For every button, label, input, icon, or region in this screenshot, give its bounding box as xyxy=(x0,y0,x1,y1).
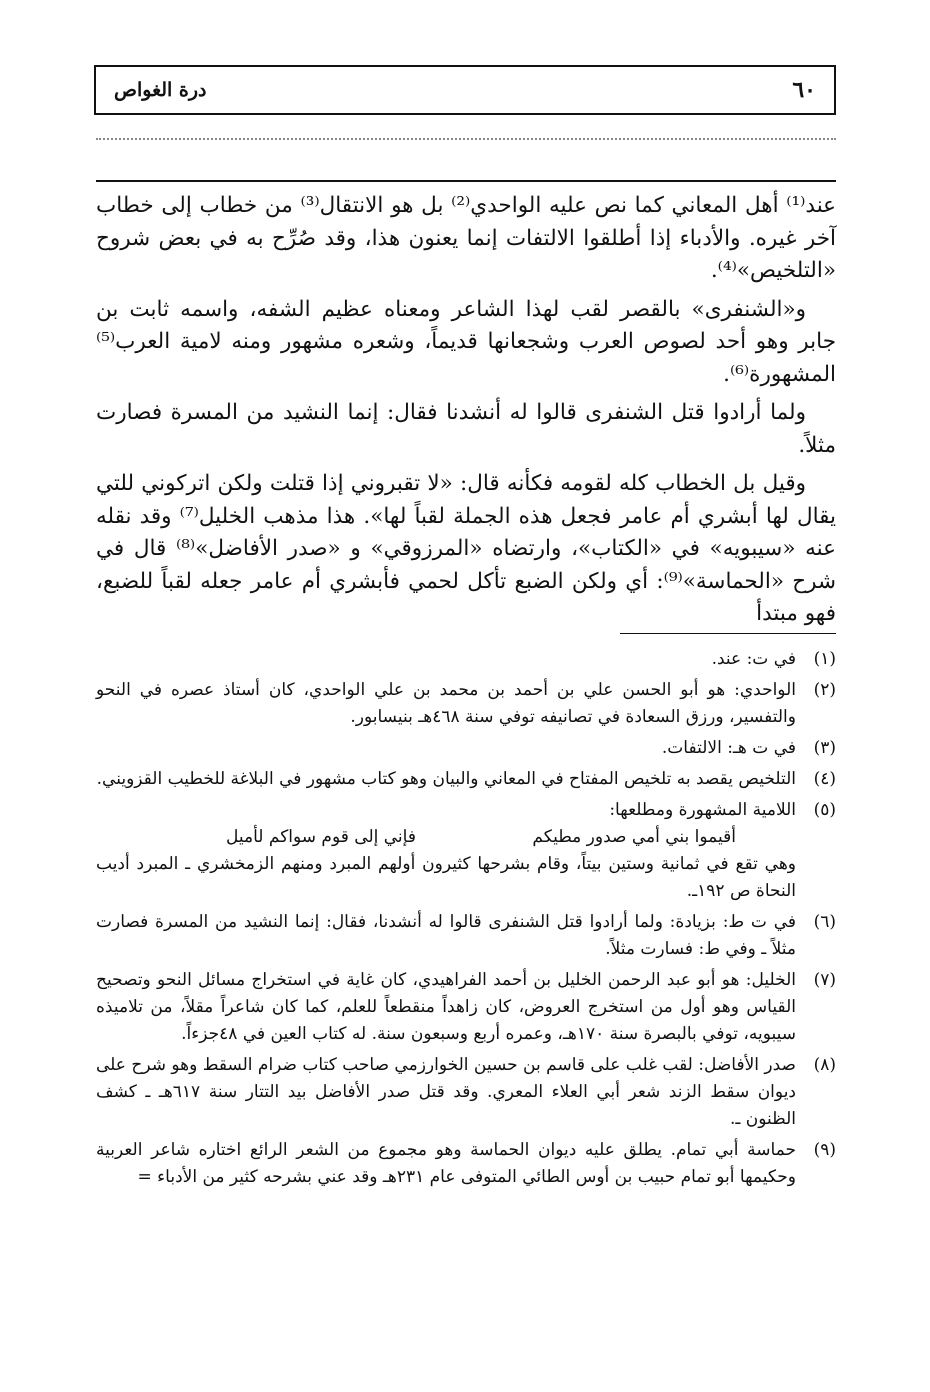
footnote-text: في ت هـ: الالتفات. xyxy=(661,738,796,758)
paragraph: و«الشنفرى» بالقصر لقب لهذا الشاعر ومعناه عظيم الشفه، واسمه ثابت بن جابر وهو أحد لصوص العرب وشجعانها قديماً، وشعره مشهور ومنه لامية العرب⁽⁵⁾ المشهورة⁽⁶⁾. xyxy=(96,296,836,387)
book-title: درة الغواص xyxy=(114,79,207,101)
footnote-text: الواحدي: هو أبو الحسن علي بن أحمد بن محمد بن علي الواحدي، كان أستاذ عصره في النحو والتفسير، ورزق السعادة في تصانيفه توفي سنة ٤٦٨هـ بنيسابور. xyxy=(96,680,796,727)
footnote-text: الخليل: هو أبو عبد الرحمن الخليل بن أحمد الفراهيدي، كان غاية في استخراج مسائل النحو وتصحيح القياس وهو أول من استخرج العروض، كان زاهداً منقطعاً للعلم، كما كان شاعراً مقلاً، من تلاميذه سيبويه، توفي بالبصرة سنة ١٧٠هـ، وعمره أربع وسبعون سنة. له كتاب العين في ٤٨جزءاً. xyxy=(96,970,796,1044)
footnotes xyxy=(96,646,836,1195)
footnote-number: (٩) xyxy=(813,1140,836,1160)
footnote-text: التلخيص يقصد به تلخيص المفتاح في المعاني والبيان وهو كتاب مشهور في البلاغة للخطيب القزويني. xyxy=(96,769,796,789)
footnote-separator xyxy=(620,633,836,634)
footnote-number: (١) xyxy=(813,649,836,669)
footnote xyxy=(96,1052,836,1133)
footnote-text: في ت ط: بزيادة: ولما أرادوا قتل الشنفرى قالوا له أنشدنا، فقال: إنما النشيد من المسرة فصارت مثلاً ـ وفي ط: فسارت مثلاً. xyxy=(96,912,796,959)
footnote-number: (٧) xyxy=(813,970,836,990)
footnote-number: (٢) xyxy=(813,680,836,700)
footnote-text: صدر الأفاضل: لقب غلب على قاسم بن حسين الخوارزمي صاحب كتاب ضرام السقط وهو شرح على ديوان سقط الزند شعر أبي العلاء المعري. وقد قتل صدر الأفاضل بيد التتار سنة ٦١٧هـ ـ كشف الظنون ـ. xyxy=(96,1055,796,1129)
top-rule xyxy=(96,180,836,182)
paragraph: عند⁽¹⁾ أهل المعاني كما نص عليه الواحدي⁽²⁾ بل هو الانتقال⁽³⁾ من خطاب إلى خطاب آخر غيره. والأدباء إذا أطلقوا الالتفات إنما يعنون هذا، وقد صُرِّح به في بعض شروح «التلخيص»⁽⁴⁾. xyxy=(96,193,837,283)
verse-hemistich-first: أقيموا بني أمي صدور مطيكم xyxy=(532,827,736,847)
footnote-number: (٥) xyxy=(813,800,836,820)
footnote-text: حماسة أبي تمام. يطلق عليه ديوان الحماسة وهو مجموع من الشعر الرائع اختاره شاعر العربية وحكيمها أبو تمام حبيب بن أوس الطائي المتوفى عام ٢٣١هـ وقد عني بشرحه كثير من الأدباء = xyxy=(96,1140,796,1187)
page-header xyxy=(94,65,836,115)
footnote xyxy=(96,735,836,762)
footnote xyxy=(96,646,836,673)
footnote-text xyxy=(96,797,796,905)
footnote-number: (٣) xyxy=(813,738,836,758)
footnote xyxy=(96,967,836,1048)
paragraph: وقيل بل الخطاب كله لقومه فكأنه قال: «لا تقبروني إذا قتلت ولكن اتركوني للتي يقال لها أبشري أم عامر فجعل هذه الجملة لقباً لها». هذا مذهب الخليل⁽⁷⁾ وقد نقله عنه «سيبويه» في «الكتاب»، وارتضاه «المرزوقي» و «صدر الأفاضل»⁽⁸⁾ قال في شرح «الحماسة»⁽⁹⁾: أي ولكن الضبع تأكل لحمي فأبشري أم عامر جعله لقباً للضبع، فهو مبتدأ xyxy=(96,471,836,626)
footnote-intro: اللامية المشهورة ومطلعها: xyxy=(609,800,796,820)
footnote xyxy=(96,797,836,905)
paragraph: ولما أرادوا قتل الشنفرى قالوا له أنشدنا فقال: إنما النشيد من المسرة فصارت مثلاً. xyxy=(96,400,836,458)
dotted-divider xyxy=(96,138,836,146)
footnote-continuation: وهي تقع في ثمانية وستين بيتاً، وقام بشرحها كثيرون أولهم المبرد ومنهم الزمخشري ـ المبرد أديب النحاة ص ١٩٢ـ. xyxy=(96,854,796,901)
footnote-number: (٨) xyxy=(813,1055,836,1075)
footnote-text: في ت: عند. xyxy=(711,649,796,669)
footnote xyxy=(96,1137,836,1191)
page-number: ٦٠ xyxy=(792,77,816,103)
verse-hemistich-second: فإني إلى قوم سواكم لأميل xyxy=(226,827,416,847)
verse-line xyxy=(96,824,796,851)
footnote xyxy=(96,677,836,731)
footnote-number: (٦) xyxy=(813,912,836,932)
footnote xyxy=(96,766,836,793)
footnote xyxy=(96,909,836,963)
footnote-number: (٤) xyxy=(813,769,836,789)
main-text xyxy=(96,190,836,631)
